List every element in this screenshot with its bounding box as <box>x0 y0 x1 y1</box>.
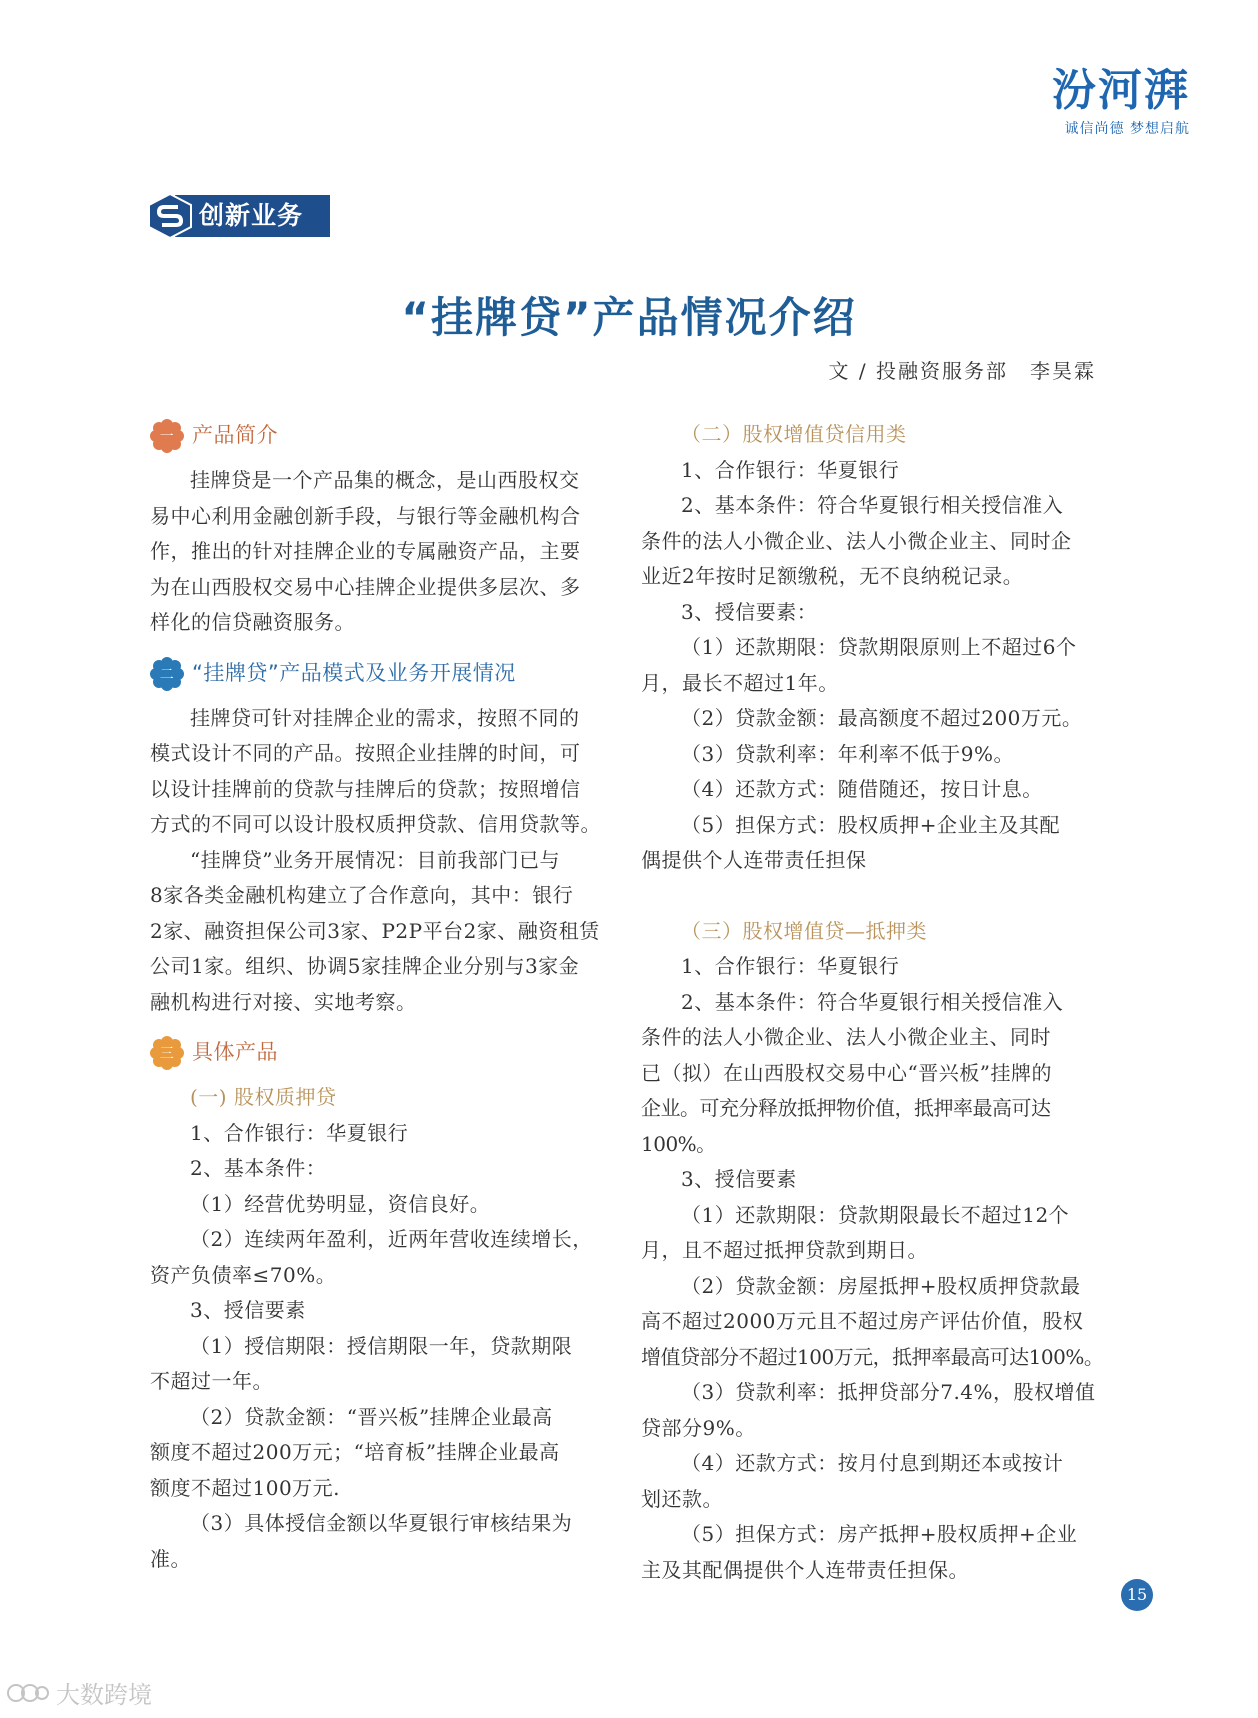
paragraph-line: 企业。可充分释放抵押物价值，抵押率最高可达100%。 <box>641 1096 1051 1156</box>
paragraph-line: 易中心利用金融创新手段，与银行等金融机构合 <box>150 503 581 528</box>
flower-badge-icon <box>150 419 184 453</box>
paragraph-line: （4）还款方式：按月付息到期还本或按计 <box>681 1451 1064 1475</box>
section-title-3: 具体产品 <box>192 1040 278 1065</box>
paragraph-line: 2、基本条件： <box>190 1156 327 1180</box>
paragraph-line: （1）还款期限：贷款期限最长不超过12个 <box>681 1202 1070 1227</box>
watermark-logo-icon <box>6 1680 50 1706</box>
paragraph-line: 高不超过2000万元且不超过房产评估价值，股权 <box>641 1309 1084 1333</box>
paragraph-line: （1）还款期限：贷款期限原则上不超过6个 <box>681 635 1077 659</box>
paragraph-line: （1）授信期限：授信期限一年，贷款期限 <box>190 1333 573 1358</box>
paragraph-line: 挂牌贷是一个产品集的概念，是山西股权交 <box>190 468 580 492</box>
page-number: 15 <box>1121 1579 1153 1611</box>
paragraph-line: （2）贷款金额：“晋兴板”挂牌企业最高 <box>190 1404 553 1429</box>
paragraph-line: 挂牌贷可针对挂牌企业的需求，按照不同的 <box>190 705 580 730</box>
paragraph-line: （1）经营优势明显，资信良好。 <box>190 1191 491 1216</box>
paragraph-line: 划还款。 <box>641 1486 723 1511</box>
left-column <box>150 417 610 1577</box>
paragraph-line: 1、合作银行：华夏银行 <box>681 457 900 482</box>
paragraph-line: 已（拟）在山西股权交易中心“晋兴板”挂牌的 <box>641 1060 1052 1085</box>
paragraph-line: （4）还款方式：随借随还，按日计息。 <box>681 777 1043 801</box>
paragraph-line: “挂牌贷”业务开展情况：目前我部门已与 <box>190 847 560 872</box>
paragraph-line: （3）贷款利率：年利率不低于9%。 <box>681 741 1014 766</box>
paragraph-line: 1、合作银行：华夏银行 <box>681 954 900 978</box>
s-logo-icon <box>147 193 193 239</box>
paragraph-line: （3）贷款利率：抵押贷部分7.4%，股权增值 <box>681 1380 1096 1404</box>
section-banner <box>147 193 330 239</box>
paragraph-line: 作，推出的针对挂牌企业的专属融资产品，主要 <box>150 539 581 563</box>
paragraph-line: 3、授信要素 <box>681 1167 797 1191</box>
paragraph-line: 不超过一年。 <box>150 1369 273 1393</box>
paragraph-line: （2）连续两年盈利，近两年营收连续增长， <box>190 1227 593 1251</box>
section-title-1: 产品简介 <box>192 423 278 448</box>
paragraph-line: 2、基本条件：符合华夏银行相关授信准入 <box>681 493 1064 517</box>
paragraph-line: 1、合作银行：华夏银行 <box>190 1120 409 1145</box>
paragraph-line: 3、授信要素 <box>190 1298 306 1322</box>
svg-text:三: 三 <box>159 1046 175 1062</box>
paragraph-line: 样化的信贷融资服务。 <box>150 610 355 634</box>
byline: 文 / 投融资服务部 李昊霖 <box>828 359 1096 383</box>
paragraph-line: 为在山西股权交易中心挂牌企业提供多层次、多 <box>150 574 581 599</box>
paragraph-line: 额度不超过200万元；“培育板”挂牌企业最高 <box>150 1440 560 1464</box>
flower-badge-icon <box>150 1036 184 1070</box>
paragraph-line: 方式的不同可以设计股权质押贷款、信用贷款等。 <box>150 812 601 836</box>
paragraph-line: （5）担保方式：股权质押+企业主及其配 <box>681 812 1060 837</box>
paragraph-line: 2、基本条件：符合华夏银行相关授信准入 <box>681 989 1064 1014</box>
paragraph-line: 条件的法人小微企业、法人小微企业主、同时企 <box>641 528 1072 553</box>
paragraph-line: 公司1家。组织、协调5家挂牌企业分别与3家金 <box>150 954 580 978</box>
magazine-logo <box>1052 66 1190 138</box>
paragraph-line: （2）贷款金额：房屋抵押+股权质押贷款最 <box>681 1273 1081 1298</box>
subsection-title: (一) 股权质押贷 <box>190 1085 337 1109</box>
section-title-2: “挂牌贷”产品模式及业务开展情况 <box>192 660 516 685</box>
paragraph-line: 以设计挂牌前的贷款与挂牌后的贷款；按照增信 <box>150 776 581 801</box>
paragraph-line: 2家、融资担保公司3家、P2P平台2家、融资租赁 <box>150 918 600 943</box>
logo-name: 汾河湃 <box>1052 65 1190 116</box>
paragraph-line: 条件的法人小微企业、法人小微企业主、同时 <box>641 1025 1051 1049</box>
paragraph-line: 额度不超过100万元. <box>150 1475 341 1500</box>
section-heading-1 <box>150 417 610 455</box>
section-heading-2 <box>150 655 610 693</box>
paragraph-line: 月，最长不超过1年。 <box>641 670 839 695</box>
svg-text:一: 一 <box>159 429 175 445</box>
paragraph-line: （3）具体授信金额以华夏银行审核结果为准。 <box>150 1511 573 1571</box>
logo-slogan: 诚信尚德 梦想启航 <box>1064 121 1190 137</box>
subsection-title: （二）股权增值贷信用类 <box>681 422 907 446</box>
flower-badge-icon <box>150 657 184 691</box>
paragraph-line: 3、授信要素： <box>681 599 818 624</box>
section-heading-3 <box>150 1034 610 1072</box>
paragraph-line: 增值贷部分不超过100万元，抵押率最高可达100%。 <box>641 1344 1104 1369</box>
paragraph-line: 月，且不超过抵押贷款到期日。 <box>641 1238 928 1262</box>
paragraph-line: 模式设计不同的产品。按照企业挂牌的时间，可 <box>150 741 581 765</box>
watermark <box>6 1675 152 1710</box>
paragraph-line: （2）贷款金额：最高额度不超过200万元。 <box>681 706 1083 730</box>
watermark-text: 大数跨境 <box>56 1681 152 1709</box>
svg-text:二: 二 <box>159 666 175 683</box>
paragraph-line: 主及其配偶提供个人连带责任担保。 <box>641 1557 969 1582</box>
paragraph-line: 偶提供个人连带责任担保 <box>641 848 867 872</box>
banner-label: 创新业务 <box>175 195 330 237</box>
paragraph-line: （5）担保方式：房产抵押+股权质押+企业 <box>681 1522 1078 1546</box>
paragraph-line: 8家各类金融机构建立了合作意向，其中：银行 <box>150 883 574 907</box>
paragraph-line: 资产负债率≤70%。 <box>150 1262 337 1287</box>
paragraph-line: 贷部分9%。 <box>641 1415 756 1440</box>
article-title: “挂牌贷”产品情况介绍 <box>401 293 857 342</box>
paragraph-line: 融机构进行对接、实地考察。 <box>150 989 417 1014</box>
paragraph-line: 业近2年按时足额缴税，无不良纳税记录。 <box>641 564 1024 588</box>
right-column <box>641 417 1111 1588</box>
subsection-title: （三）股权增值贷—抵押类 <box>681 918 927 943</box>
